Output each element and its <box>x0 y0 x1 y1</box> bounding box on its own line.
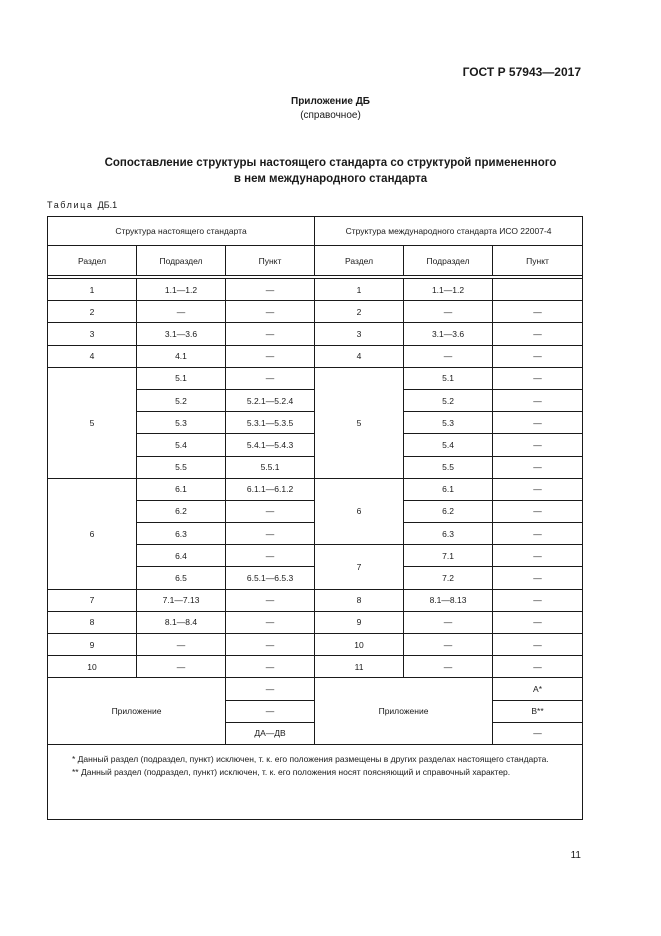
table-cell: 1.1—1.2 <box>404 279 493 301</box>
table-cell: — <box>226 367 315 389</box>
table-cell: — <box>493 345 583 367</box>
appendix-subtitle: (справочное) <box>300 110 361 121</box>
table-cell: — <box>493 389 583 411</box>
table-cell: 6 <box>48 478 137 589</box>
table-row <box>48 678 583 700</box>
table-cell: — <box>493 567 583 589</box>
table-label-prefix: Таблица <box>47 200 94 210</box>
column-header: Раздел <box>315 246 404 276</box>
table-row <box>48 634 583 656</box>
group-header-national: Структура настоящего стандарта <box>48 217 315 246</box>
table-cell: В** <box>493 700 583 722</box>
table-cell: А* <box>493 678 583 700</box>
table-cell: — <box>493 323 583 345</box>
table-row <box>48 301 583 323</box>
table-cell: 5.4 <box>137 434 226 456</box>
table-cell: 5.5 <box>137 456 226 478</box>
table-cell: 5.1 <box>137 367 226 389</box>
table-cell: — <box>493 478 583 500</box>
table-cell: 10 <box>48 656 137 678</box>
table-cell: 5.3 <box>137 412 226 434</box>
table-cell: — <box>404 634 493 656</box>
table-cell: — <box>226 611 315 633</box>
table-cell: 3 <box>48 323 137 345</box>
table-cell: — <box>493 589 583 611</box>
footnotes <box>48 744 583 819</box>
table-cell: — <box>226 700 315 722</box>
column-header: Подраздел <box>404 246 493 276</box>
table-cell: 5.4.1—5.4.3 <box>226 434 315 456</box>
comparison-table <box>47 216 583 820</box>
table-cell: 1 <box>315 279 404 301</box>
table-cell: 6.3 <box>404 523 493 545</box>
table-cell: 7.1—7.13 <box>137 589 226 611</box>
appendix-title: Приложение ДБ <box>291 96 370 107</box>
table-cell: — <box>493 301 583 323</box>
table-cell: 6 <box>315 478 404 545</box>
table-cell: 4 <box>48 345 137 367</box>
table-cell: — <box>226 656 315 678</box>
table-cell: — <box>404 345 493 367</box>
table-cell: 2 <box>48 301 137 323</box>
table-cell: 6.2 <box>137 500 226 522</box>
table-cell: 4 <box>315 345 404 367</box>
column-header: Пункт <box>493 246 583 276</box>
column-header: Раздел <box>48 246 137 276</box>
table-cell: — <box>493 434 583 456</box>
table-cell: — <box>137 301 226 323</box>
document-title-line-2: в нем международного стандарта <box>233 173 428 185</box>
table-group-header-row <box>48 217 583 246</box>
table-cell: — <box>226 500 315 522</box>
table-cell: — <box>493 545 583 567</box>
footnote-1: * Данный раздел (подраздел, пункт) исключен, т. к. его положения размещены в других разделах настоящего стандарта. <box>72 753 549 764</box>
table-cell: 8 <box>315 589 404 611</box>
table-cell: 7 <box>315 545 404 589</box>
table-cell: Приложение <box>315 678 493 745</box>
table-cell: 1 <box>48 279 137 301</box>
footnote-2: ** Данный раздел (подраздел, пункт) исключен, т. к. его положения носят поясняющий и справочный характер. <box>72 766 511 777</box>
table-cell: 9 <box>48 634 137 656</box>
table-cell: 1.1—1.2 <box>137 279 226 301</box>
table-cell: 7.2 <box>404 567 493 589</box>
table-cell: 6.1 <box>137 478 226 500</box>
table-cell: 5.4 <box>404 434 493 456</box>
table-cell: 6.2 <box>404 500 493 522</box>
table-cell: — <box>404 611 493 633</box>
table-row <box>48 478 583 500</box>
table-cell: ДА—ДВ <box>226 722 315 744</box>
document-title-line-1: Сопоставление структуры настоящего стандарта со структурой примененного <box>104 157 557 169</box>
table-cell: — <box>493 456 583 478</box>
table-row <box>48 279 583 301</box>
table-cell: 3 <box>315 323 404 345</box>
table-cell: — <box>493 722 583 744</box>
table-cell: — <box>137 634 226 656</box>
table-cell: — <box>226 678 315 700</box>
table-cell: — <box>226 589 315 611</box>
table-cell: 8.1—8.4 <box>137 611 226 633</box>
table-cell: — <box>493 656 583 678</box>
table-cell: 6.5.1—6.5.3 <box>226 567 315 589</box>
table-cell <box>493 279 583 301</box>
table-cell: — <box>226 301 315 323</box>
table-cell: — <box>226 634 315 656</box>
table-cell: — <box>137 656 226 678</box>
table-row <box>48 656 583 678</box>
table-cell: 6.4 <box>137 545 226 567</box>
table-cell: 5.2 <box>404 389 493 411</box>
page-number: 11 <box>570 850 581 861</box>
table-cell: 5.5 <box>404 456 493 478</box>
table-cell: Приложение <box>48 678 226 745</box>
table-cell: — <box>404 656 493 678</box>
table-cell: 11 <box>315 656 404 678</box>
table-cell: — <box>493 634 583 656</box>
table-cell: 5.3 <box>404 412 493 434</box>
table-cell: 6.1 <box>404 478 493 500</box>
table-cell: 6.1.1—6.1.2 <box>226 478 315 500</box>
document-title <box>0 155 661 187</box>
table-cell: 5.1 <box>404 367 493 389</box>
table-cell: 5.2.1—5.2.4 <box>226 389 315 411</box>
group-header-international: Структура международного стандарта ИСО 22007-4 <box>315 217 583 246</box>
table-cell: 5.3.1—5.3.5 <box>226 412 315 434</box>
table-cell: 3.1—3.6 <box>404 323 493 345</box>
table-cell: — <box>226 345 315 367</box>
table-cell: — <box>493 367 583 389</box>
footnotes-row <box>48 744 583 819</box>
table-cell: 5.5.1 <box>226 456 315 478</box>
table-cell: 6.5 <box>137 567 226 589</box>
table-cell: — <box>404 301 493 323</box>
column-header: Подраздел <box>137 246 226 276</box>
table-cell: — <box>226 279 315 301</box>
table-row <box>48 611 583 633</box>
table-column-header-row <box>48 246 583 276</box>
table-cell: 5 <box>315 367 404 478</box>
table-cell: 3.1—3.6 <box>137 323 226 345</box>
table-row <box>48 589 583 611</box>
table-row <box>48 345 583 367</box>
table-cell: — <box>493 412 583 434</box>
table-cell: 5 <box>48 367 137 478</box>
table-cell: 6.3 <box>137 523 226 545</box>
table-cell: 7 <box>48 589 137 611</box>
table-label <box>47 200 117 210</box>
table-cell: 9 <box>315 611 404 633</box>
standard-code: ГОСТ Р 57943—2017 <box>462 65 581 79</box>
table-cell: 8 <box>48 611 137 633</box>
table-row <box>48 367 583 389</box>
table-cell: 8.1—8.13 <box>404 589 493 611</box>
column-header: Пункт <box>226 246 315 276</box>
table-cell: 5.2 <box>137 389 226 411</box>
table-cell: 10 <box>315 634 404 656</box>
appendix-heading <box>0 95 661 123</box>
table-cell: 2 <box>315 301 404 323</box>
table-cell: — <box>226 323 315 345</box>
table-cell: — <box>493 611 583 633</box>
table-row <box>48 323 583 345</box>
table-cell: 7.1 <box>404 545 493 567</box>
table-cell: — <box>493 500 583 522</box>
table-cell: — <box>493 523 583 545</box>
table-cell: — <box>226 545 315 567</box>
table-label-number: ДБ.1 <box>97 200 118 210</box>
table-cell: — <box>226 523 315 545</box>
table-cell: 4.1 <box>137 345 226 367</box>
